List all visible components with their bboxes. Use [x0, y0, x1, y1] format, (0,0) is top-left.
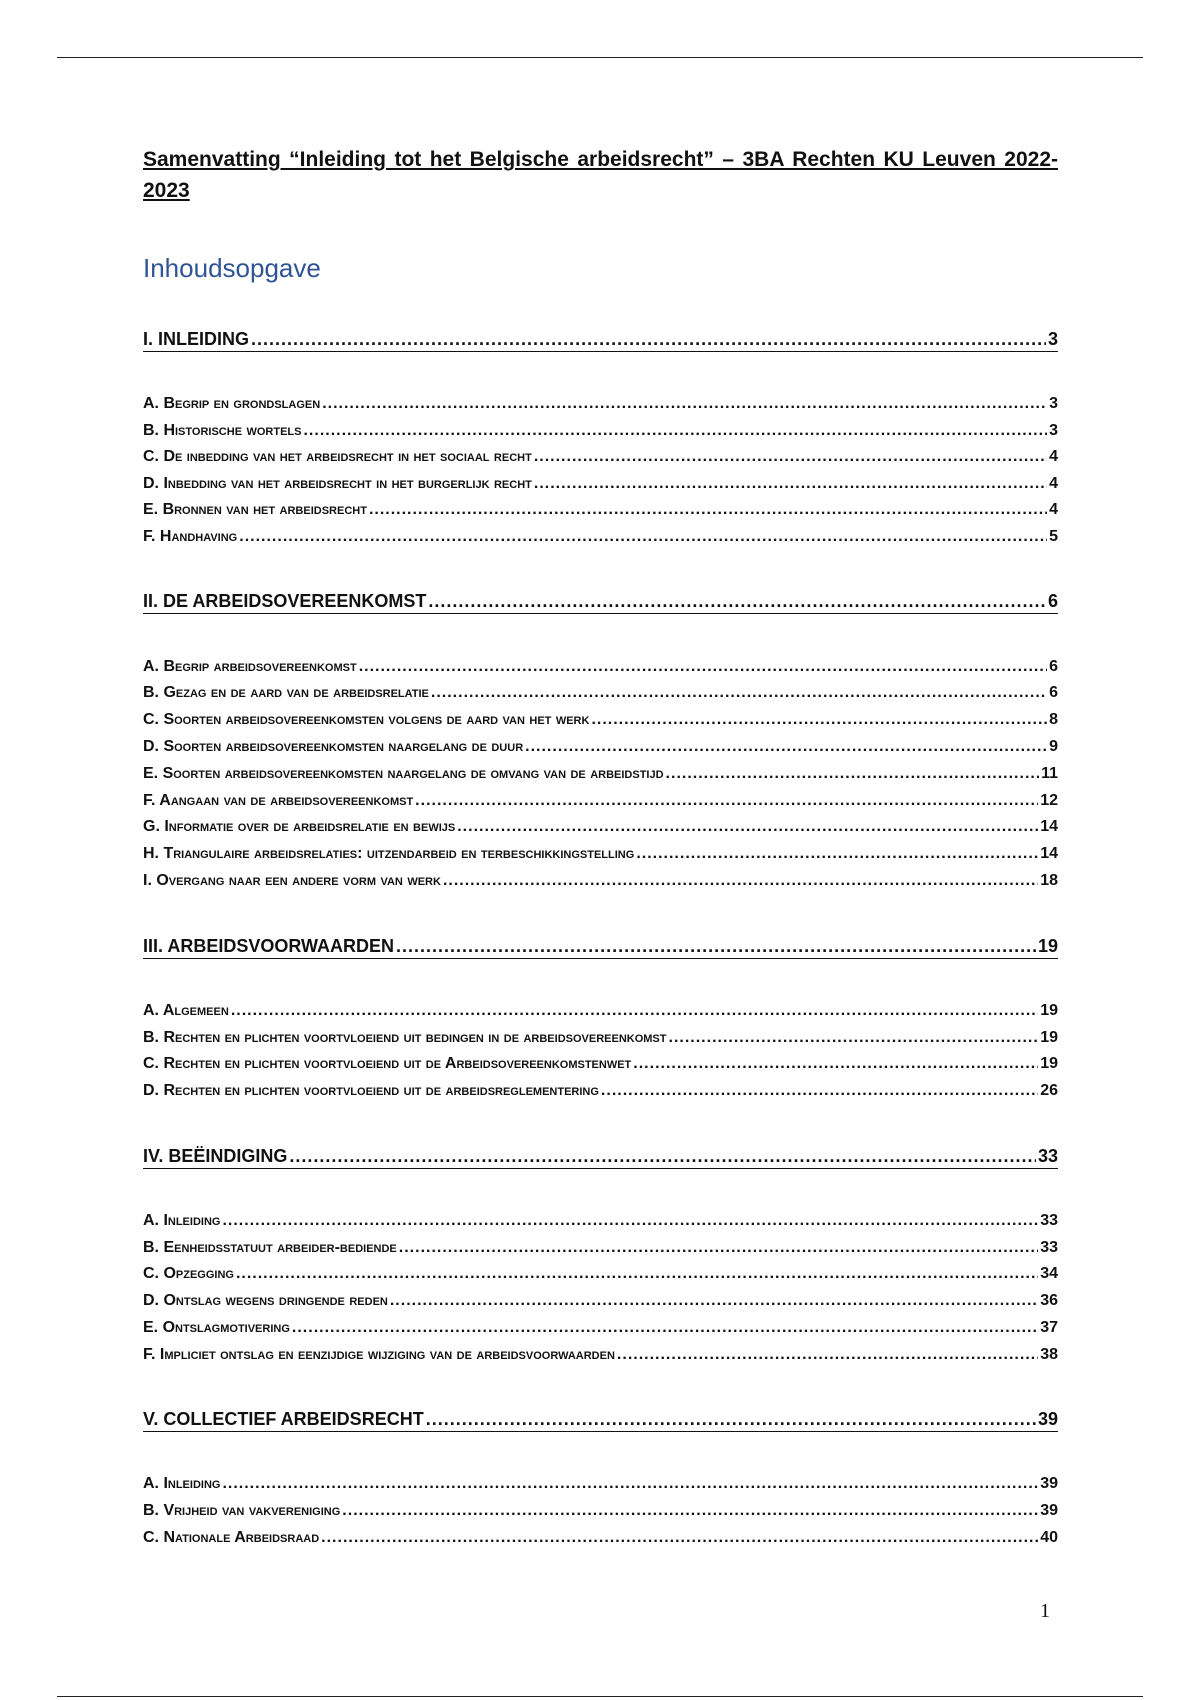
toc-item-label: B. Rechten en plichten voortvloeiend uit bedingen in de arbeidsovereenkomst [143, 1029, 667, 1046]
toc-item[interactable] [143, 526, 1058, 548]
toc-item-label: H. Triangulaire arbeidsrelaties: uitzendarbeid en terbeschikkingstelling [143, 845, 635, 862]
toc-page-number: 9 [1049, 738, 1058, 755]
toc-page-number: 11 [1041, 765, 1058, 782]
toc-section-label: IV. BEËINDIGING [143, 1146, 288, 1166]
toc-leader-dots [390, 1290, 1038, 1312]
toc-leader-dots [415, 790, 1038, 812]
toc-item[interactable] [143, 420, 1058, 442]
toc-leader-dots [617, 1344, 1038, 1366]
toc-leader-dots [236, 1263, 1038, 1285]
toc-item[interactable] [143, 1210, 1058, 1232]
toc-page-number: 19 [1040, 1029, 1058, 1046]
toc-item-label: A. Inleiding [143, 1475, 221, 1492]
toc-leader-dots [303, 420, 1047, 442]
toc-item-label: C. Soorten arbeidsovereenkomsten volgens de aard van het werk [143, 711, 590, 728]
toc-item[interactable] [143, 709, 1058, 731]
toc-item[interactable] [143, 1473, 1058, 1495]
toc-page-number: 36 [1040, 1292, 1058, 1309]
toc-leader-dots [534, 473, 1047, 495]
page-number: 1 [1040, 1600, 1050, 1622]
toc-section-2[interactable] [143, 589, 1058, 614]
page-top-rule [57, 57, 1143, 58]
toc-page-number: 5 [1049, 528, 1058, 545]
toc-section-3[interactable] [143, 934, 1058, 959]
toc-item-label: E. Bronnen van het arbeidsrecht [143, 501, 367, 518]
toc-page-number: 34 [1040, 1265, 1058, 1282]
toc-page-number: 39 [1040, 1502, 1058, 1519]
toc-item-label: E. Ontslagmotivering [143, 1319, 290, 1336]
toc-page-number: 26 [1040, 1082, 1058, 1099]
toc-item[interactable] [143, 816, 1058, 838]
toc-section-label: II. DE ARBEIDSOVEREENKOMST [143, 591, 427, 611]
toc-item-label: F. Handhaving [143, 528, 238, 545]
toc-page-number: 6 [1049, 684, 1058, 701]
toc-page-number: 3 [1047, 329, 1058, 349]
toc-page-number: 38 [1040, 1346, 1058, 1363]
toc-leader-dots [431, 682, 1047, 704]
toc-leader-dots [525, 736, 1047, 758]
page-bottom-rule [57, 1696, 1143, 1697]
toc-leader-dots [222, 1210, 1038, 1232]
toc-leader-dots [636, 843, 1038, 865]
toc-leader-dots [426, 1407, 1036, 1431]
toc-item[interactable] [143, 1000, 1058, 1022]
toc-leader-dots [292, 1317, 1038, 1339]
toc-leader-dots [601, 1080, 1038, 1102]
toc-page-number: 39 [1037, 1409, 1058, 1429]
toc-item[interactable] [143, 1500, 1058, 1522]
toc-page-number: 19 [1040, 1055, 1058, 1072]
toc-leader-dots [534, 446, 1047, 468]
toc-item-label: G. Informatie over de arbeidsrelatie en bewijs [143, 818, 456, 835]
toc-leader-dots [396, 934, 1036, 958]
toc-item[interactable] [143, 1080, 1058, 1102]
toc-page-number: 40 [1040, 1529, 1058, 1546]
toc-item[interactable] [143, 682, 1058, 704]
toc-leader-dots [591, 709, 1047, 731]
toc-item-label: D. Soorten arbeidsovereenkomsten naargelang de duur [143, 738, 524, 755]
toc-section-4[interactable] [143, 1144, 1058, 1169]
toc-leader-dots [633, 1053, 1038, 1075]
toc-page-number: 4 [1049, 501, 1058, 518]
toc-item[interactable] [143, 393, 1058, 415]
toc-item-label: A. Begrip en grondslagen [143, 395, 321, 412]
toc-leader-dots [222, 1473, 1038, 1495]
toc-page-number: 12 [1040, 792, 1058, 809]
document-title: Samenvatting “Inleiding tot het Belgische arbeidsrecht” – 3BA Rechten KU Leuven 2022-2023 [143, 148, 1058, 202]
toc-leader-dots [359, 656, 1047, 678]
toc-page-number: 4 [1049, 448, 1058, 465]
toc-item[interactable] [143, 1344, 1058, 1366]
toc-item-label: B. Historische wortels [143, 422, 302, 439]
toc-item[interactable] [143, 1263, 1058, 1285]
toc-item-label: I. Overgang naar een andere vorm van werk [143, 872, 441, 889]
toc-page-number: 3 [1049, 422, 1058, 439]
toc-item[interactable] [143, 1290, 1058, 1312]
toc-item-label: C. Opzegging [143, 1265, 234, 1282]
toc-item-label: E. Soorten arbeidsovereenkomsten naargelang de omvang van de arbeidstijd [143, 765, 664, 782]
toc-item-label: F. Impliciet ontslag en eenzijdige wijziging van de arbeidsvoorwaarden [143, 1346, 615, 1363]
toc-page-number: 8 [1049, 711, 1058, 728]
toc-leader-dots [239, 526, 1047, 548]
toc-page-number: 37 [1040, 1319, 1058, 1336]
toc-item-label: A. Begrip arbeidsovereenkomst [143, 658, 357, 675]
toc-item[interactable] [143, 1527, 1058, 1549]
toc-page-number: 33 [1040, 1212, 1058, 1229]
toc-page-number: 33 [1037, 1146, 1058, 1166]
toc-item[interactable] [143, 1053, 1058, 1075]
toc-item-label: C. Rechten en plichten voortvloeiend uit de Arbeidsovereenkomstenwet [143, 1055, 632, 1072]
toc-heading: Inhoudsopgave [143, 253, 321, 283]
toc-item[interactable] [143, 499, 1058, 521]
toc-item[interactable] [143, 843, 1058, 865]
toc-page-number: 39 [1040, 1475, 1058, 1492]
toc-leader-dots [428, 589, 1046, 613]
toc-item-label: A. Algemeen [143, 1002, 229, 1019]
toc-section-label: V. COLLECTIEF ARBEIDSRECHT [143, 1409, 424, 1429]
toc-leader-dots [457, 816, 1038, 838]
toc-item[interactable] [143, 1317, 1058, 1339]
toc-item[interactable] [143, 763, 1058, 785]
toc-page-number: 18 [1040, 872, 1058, 889]
toc-item-label: D. Inbedding van het arbeidsrecht in het burgerlijk recht [143, 475, 532, 492]
toc-leader-dots [399, 1237, 1038, 1259]
toc-item-label: F. Aangaan van de arbeidsovereenkomst [143, 792, 414, 809]
toc-item[interactable] [143, 1027, 1058, 1049]
toc-leader-dots [251, 327, 1046, 351]
toc-item-label: B. Gezag en de aard van de arbeidsrelatie [143, 684, 429, 701]
toc-page-number: 19 [1040, 1002, 1058, 1019]
toc-section-label: I. INLEIDING [143, 329, 250, 349]
toc-section-5[interactable] [143, 1407, 1058, 1432]
toc-item[interactable] [143, 473, 1058, 495]
toc-page-number: 6 [1047, 591, 1058, 611]
toc-leader-dots [669, 1027, 1039, 1049]
toc-page-number: 14 [1040, 818, 1058, 835]
toc-page-number: 14 [1040, 845, 1058, 862]
toc-item[interactable] [143, 736, 1058, 758]
toc-section-1[interactable] [143, 327, 1058, 352]
toc-leader-dots [321, 1527, 1038, 1549]
toc-page-number: 33 [1040, 1239, 1058, 1256]
toc-leader-dots [369, 499, 1047, 521]
toc-item-label: C. Nationale Arbeidsraad [143, 1529, 320, 1546]
toc-page-number: 6 [1049, 658, 1058, 675]
toc-item-label: D. Ontslag wegens dringende reden [143, 1292, 388, 1309]
toc-item[interactable] [143, 656, 1058, 678]
toc-leader-dots [322, 393, 1047, 415]
toc-item[interactable] [143, 790, 1058, 812]
toc-item-label: C. De inbedding van het arbeidsrecht in het sociaal recht [143, 448, 532, 465]
toc-item-label: B. Eenheidsstatuut arbeider-bediende [143, 1239, 397, 1256]
toc-item-label: B. Vrijheid van vakvereniging [143, 1502, 341, 1519]
toc-item[interactable] [143, 1237, 1058, 1259]
toc-item[interactable] [143, 446, 1058, 468]
toc-item-label: D. Rechten en plichten voortvloeiend uit de arbeidsreglementering [143, 1082, 599, 1099]
toc-leader-dots [666, 763, 1040, 785]
toc-item-label: A. Inleiding [143, 1212, 221, 1229]
toc-section-label: III. ARBEIDSVOORWAARDEN [143, 936, 395, 956]
toc-leader-dots [342, 1500, 1038, 1522]
toc-item[interactable] [143, 870, 1058, 892]
toc-leader-dots [289, 1144, 1036, 1168]
toc-leader-dots [443, 870, 1038, 892]
toc-page-number: 19 [1037, 936, 1058, 956]
toc-page-number: 4 [1049, 475, 1058, 492]
toc-page-number: 3 [1049, 395, 1058, 412]
toc-leader-dots [231, 1000, 1038, 1022]
